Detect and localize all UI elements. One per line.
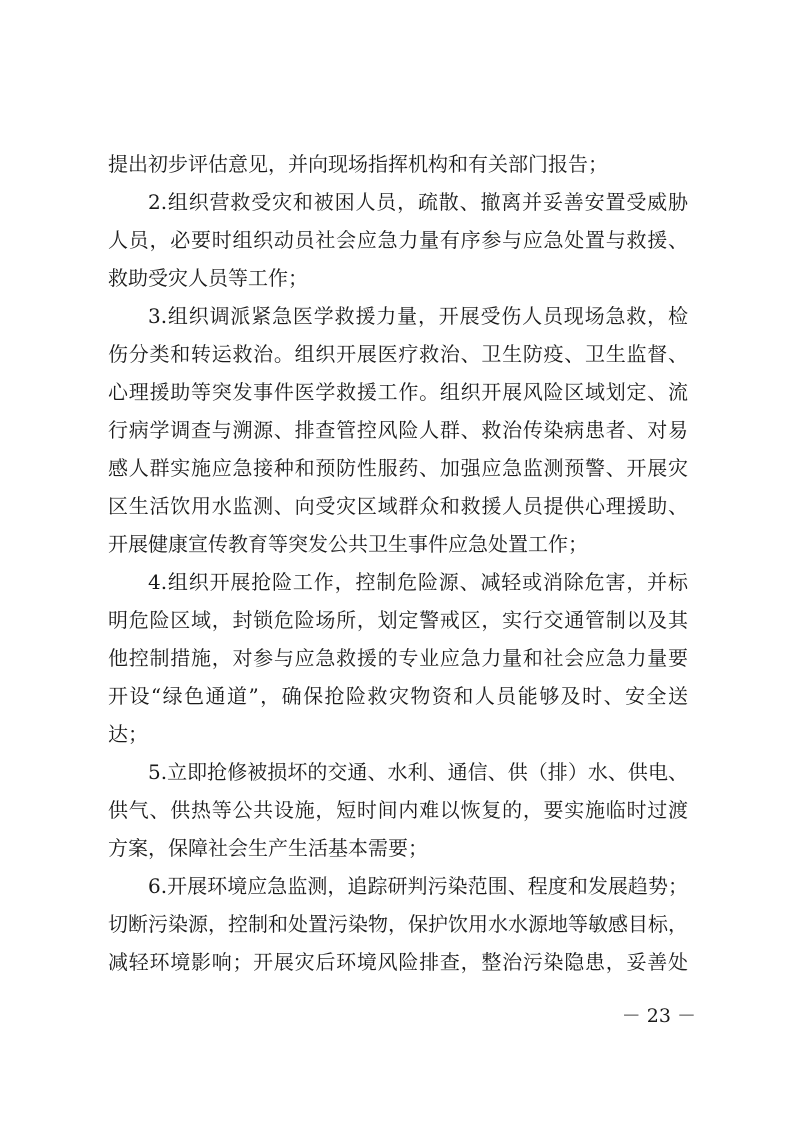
paragraph-line: 6.开展环境应急监测，追踪研判污染范围、程度和发展趋势；: [148, 874, 688, 898]
paragraph-line: 2.组织营救受灾和被困人员，疏散、撤离并妥善安置受威胁: [148, 190, 688, 214]
paragraph-line: 心理援助等突发事件医学救援工作。组织开展风险区域划定、流: [108, 380, 688, 404]
paragraph-line: 他控制措施，对参与应急救援的专业应急力量和社会应急力量要: [108, 646, 688, 670]
paragraph-line: 达；: [108, 722, 148, 746]
page-number: － 23 －: [621, 1005, 696, 1027]
paragraph-line: 感人群实施应急接种和预防性服药、加强应急监测预警、开展灾: [108, 456, 688, 480]
paragraph-line: 5.立即抢修被损坏的交通、水利、通信、供（排）水、供电、: [148, 760, 688, 784]
paragraph-line: 救助受灾人员等工作；: [108, 266, 308, 290]
paragraph-line: 提出初步评估意见，并向现场指挥机构和有关部门报告；: [108, 152, 608, 176]
paragraph-line: 伤分类和转运救治。组织开展医疗救治、卫生防疫、卫生监督、: [108, 342, 688, 366]
paragraph-line: 切断污染源，控制和处置污染物，保护饮用水水源地等敏感目标，: [108, 912, 688, 936]
paragraph-line: 开展健康宣传教育等突发公共卫生事件应急处置工作；: [108, 532, 588, 556]
paragraph-line: 明危险区域，封锁危险场所，划定警戒区，实行交通管制以及其: [108, 608, 688, 632]
paragraph-line: 供气、供热等公共设施，短时间内难以恢复的，要实施临时过渡: [108, 798, 688, 822]
paragraph-line: 方案，保障社会生产生活基本需要；: [108, 836, 428, 860]
paragraph-line: 减轻环境影响；开展灾后环境风险排查，整治污染隐患，妥善处: [108, 950, 688, 974]
paragraph-line: 3.组织调派紧急医学救援力量，开展受伤人员现场急救，检: [148, 304, 688, 328]
paragraph-line: 区生活饮用水监测、向受灾区域群众和救援人员提供心理援助、: [108, 494, 688, 518]
paragraph-line: 开设“绿色通道”，确保抢险救灾物资和人员能够及时、安全送: [108, 684, 688, 708]
paragraph-line: 行病学调查与溯源、排查管控风险人群、救治传染病患者、对易: [108, 418, 688, 442]
paragraph-line: 人员，必要时组织动员社会应急力量有序参与应急处置与救援、: [108, 228, 688, 252]
paragraph-line: 4.组织开展抢险工作，控制危险源、减轻或消除危害，并标: [148, 570, 688, 594]
